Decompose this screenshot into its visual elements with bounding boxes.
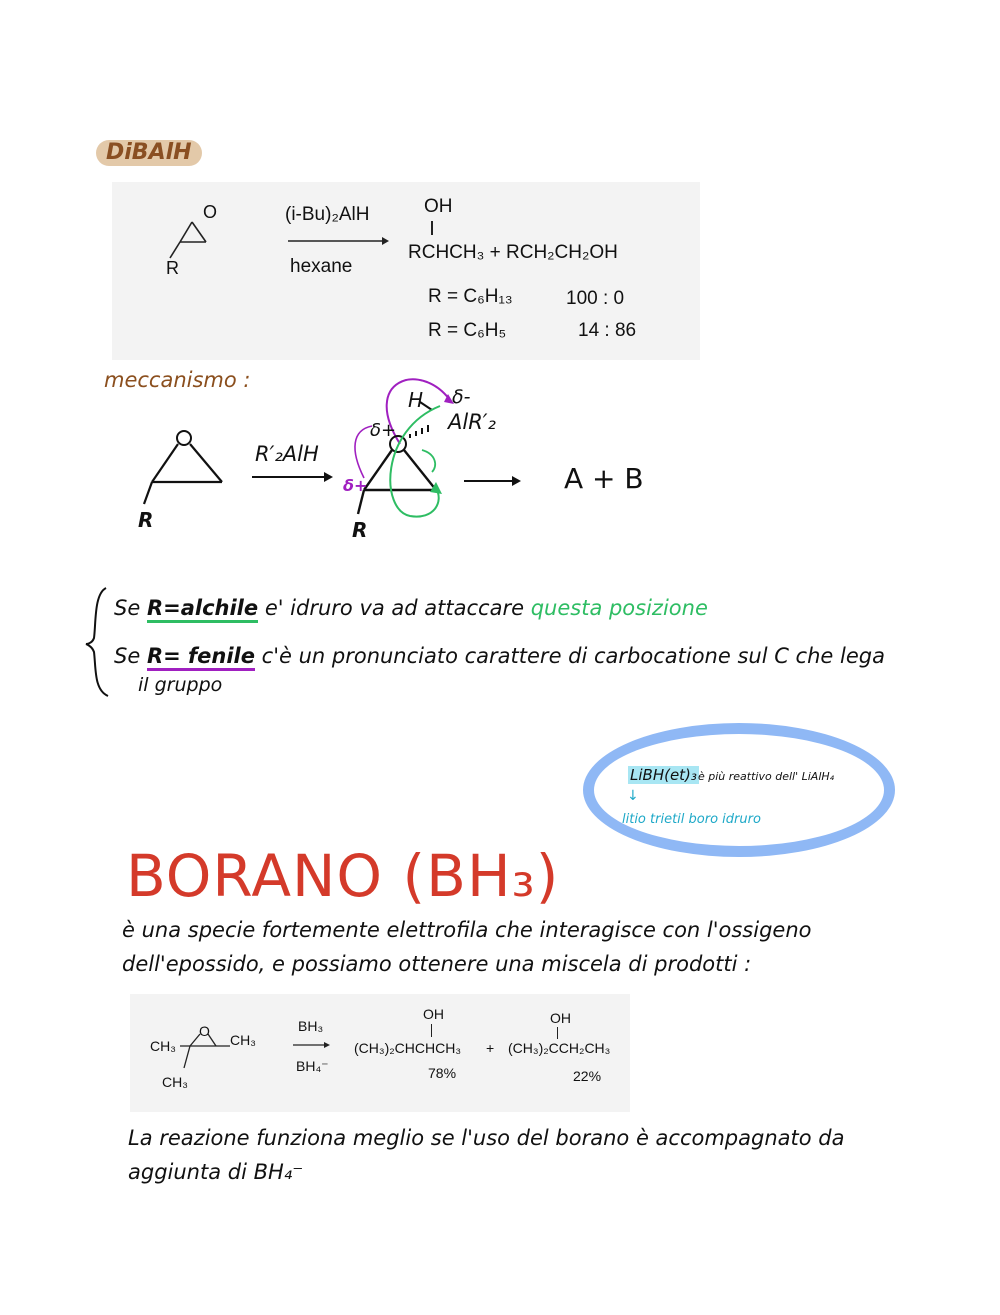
- notes-line1-prefix: Se: [114, 596, 141, 620]
- borano-reactant-ch3-left: CH₃: [150, 1038, 176, 1054]
- notes-line2-prefix: Se: [114, 644, 141, 668]
- borano-product2-oh: OH: [550, 1010, 571, 1026]
- borano-arrow: [292, 1040, 332, 1050]
- borano-product1-oh: OH: [423, 1006, 444, 1022]
- dibal-case1-ratio: 100 : 0: [566, 288, 625, 309]
- dibal-case2-ratio: 14 : 86: [578, 320, 637, 341]
- borano-reactant-o: O: [199, 1023, 210, 1039]
- dibal-case1-r: R = C₆H₁₃: [428, 286, 513, 307]
- mechanism-heading: meccanismo :: [104, 368, 251, 392]
- borano-yield1: 78%: [428, 1065, 457, 1081]
- mechanism-transition-structure: [340, 370, 470, 540]
- bubble-formula: LiBH(et)₃: [630, 766, 697, 784]
- notes-line2: [114, 644, 885, 668]
- mechanism-delta-plus-c: δ+: [343, 476, 368, 495]
- bubble-name: litio trietil boro idruro: [622, 812, 761, 827]
- notes-line3: il gruppo: [138, 674, 223, 696]
- dibal-reaction-arrow: [286, 234, 390, 248]
- notes-line2-r: R= fenile: [147, 644, 255, 671]
- borano-product1: (CH₃)₂CHCHCH₃: [354, 1040, 462, 1056]
- dibal-oh-label: OH: [424, 196, 453, 217]
- mechanism-reagent: R′₂AlH: [255, 442, 319, 466]
- mechanism-delta-minus: δ-: [452, 386, 471, 408]
- mechanism-epoxide-structure: [130, 430, 240, 510]
- dibal-solvent: hexane: [290, 256, 353, 277]
- borano-reactant-ch3-bottom: CH₃: [162, 1074, 188, 1090]
- borano-product1-bond: [431, 1024, 432, 1037]
- mechanism-arrow-1: [250, 470, 334, 484]
- notes-line1-highlight: questa posizione: [530, 596, 708, 620]
- mechanism-r-left: R: [138, 508, 154, 532]
- bubble-text: è più reattivo dell' LiAlH₄: [698, 770, 835, 783]
- mechanism-result: A + B: [564, 462, 644, 495]
- notes-brace: [84, 584, 114, 700]
- notes-line2-text: c'è un pronunciato carattere di carbocatione sul C che lega: [261, 644, 885, 668]
- dibal-products: RCHCH₃ + RCH₂CH₂OH: [408, 242, 618, 263]
- dibal-oh-bond: [431, 221, 433, 235]
- dibal-epoxide-structure: [140, 200, 250, 280]
- dibal-reagent: (i-Bu)₂AlH: [285, 204, 370, 225]
- borano-reagent-top: BH₃: [298, 1018, 324, 1034]
- mechanism-alr2-label: AlR′₂: [448, 410, 496, 434]
- bubble-arrow: ↓: [627, 788, 639, 804]
- mechanism-h-label: H: [408, 388, 424, 412]
- dibal-epoxide-r: R: [166, 258, 179, 278]
- dibal-epoxide-o: O: [203, 202, 218, 222]
- mechanism-delta-plus-o: δ+: [370, 420, 397, 441]
- borano-plus: +: [486, 1040, 495, 1056]
- borano-desc-line1: è una specie fortemente elettrofila che interagisce con l'ossigeno: [122, 918, 812, 942]
- borano-desc-line2: dell'epossido, e possiamo ottenere una miscela di prodotti :: [122, 952, 752, 976]
- mechanism-arrow-2: [462, 474, 522, 488]
- borano-reagent-bottom: BH₄⁻: [296, 1058, 329, 1074]
- borano-title: BORANO (BH₃): [126, 842, 560, 910]
- notes-line1-text: e' idruro va ad attaccare: [264, 596, 525, 620]
- dibal-case2-r: R = C₆H₅: [428, 320, 507, 341]
- borano-conclusion-line1: La reazione funziona meglio se l'uso del borano è accompagnato da: [128, 1126, 845, 1150]
- borano-yield2: 22%: [573, 1068, 602, 1084]
- borano-product2-bond: [557, 1027, 558, 1039]
- borano-conclusion-line2: aggiunta di BH₄⁻: [128, 1160, 304, 1184]
- dibal-heading: DiBAlH: [96, 140, 202, 166]
- borano-product2: (CH₃)₂CCH₂CH₃: [508, 1040, 611, 1056]
- mechanism-r-right: R: [352, 518, 368, 542]
- notes-line1: [114, 596, 708, 620]
- borano-reactant-ch3-right: CH₃: [230, 1032, 256, 1048]
- notes-line1-r: R=alchile: [147, 596, 258, 623]
